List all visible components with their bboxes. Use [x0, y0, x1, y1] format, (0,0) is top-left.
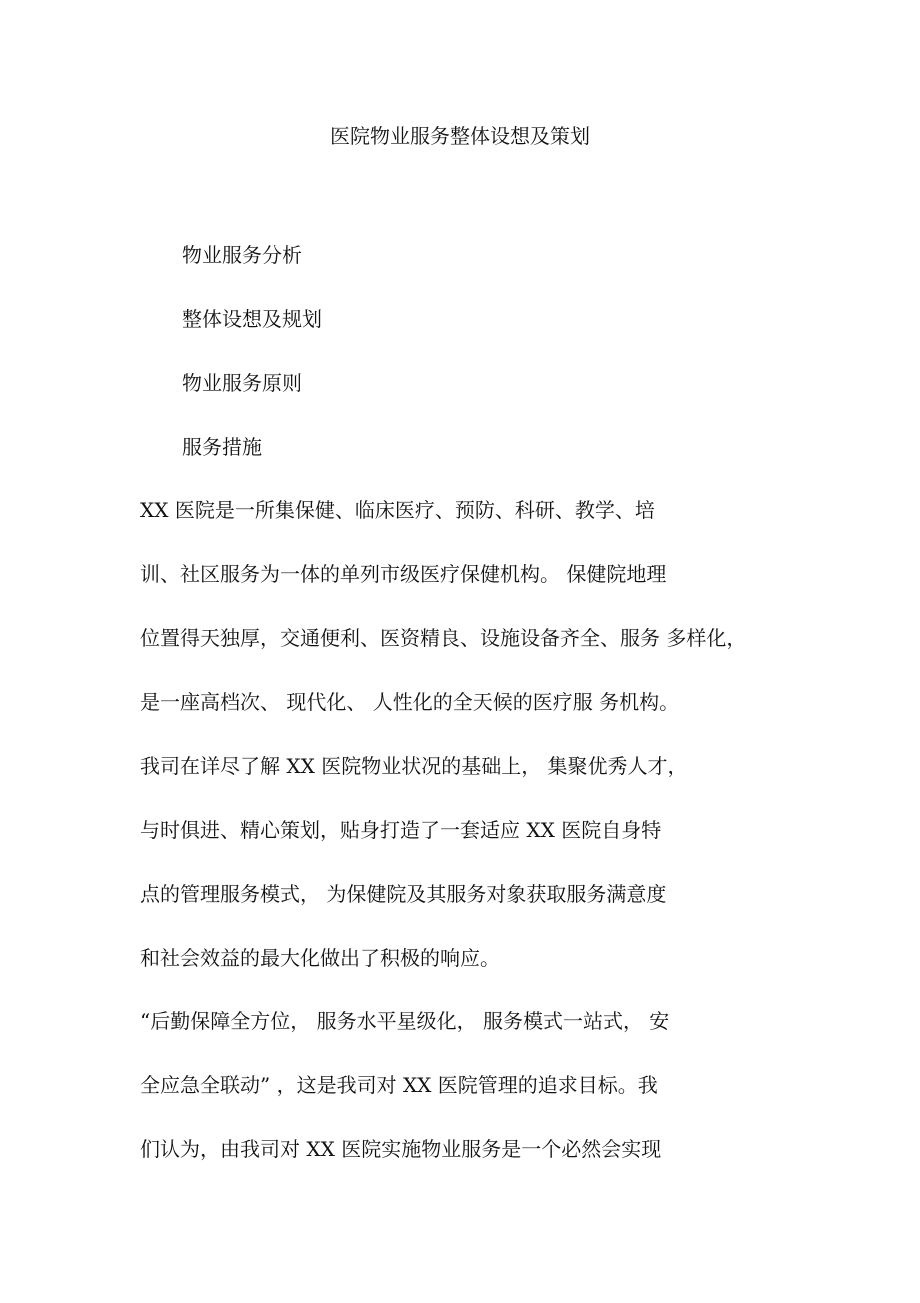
- document-title: 医院物业服务整体设想及策划: [330, 124, 590, 148]
- toc-item-property-service-analysis: 物业服务分析: [182, 243, 302, 267]
- paragraph-3-line-3: 们认为，由我司对 XX 医院实施物业服务是一个必然会实现: [140, 1137, 662, 1161]
- paragraph-3-line-2: 全应急全联动” ，这是我司对 XX 医院管理的追求目标。我: [140, 1073, 658, 1097]
- paragraph-2-line-4: 和社会效益的最大化做出了积极的响应。: [140, 946, 500, 970]
- paragraph-1-line-2: 训、社区服务为一体的单列市级医疗保健机构。 保健院地理: [140, 562, 667, 586]
- paragraph-2-line-3: 点的管理服务模式， 为保健院及其服务对象获取服务满意度: [140, 882, 667, 906]
- toc-item-service-principles: 物业服务原则: [182, 371, 302, 395]
- paragraph-1-line-3: 位置得天独厚，交通便利、医资精良、设施设备齐全、服务 多样化，: [140, 626, 747, 650]
- toc-item-overall-plan: 整体设想及规划: [182, 307, 322, 331]
- paragraph-1-line-4: 是一座高档次、 现代化、 人性化的全天候的医疗服 务机构。: [140, 690, 680, 714]
- toc-item-service-measures: 服务措施: [182, 435, 262, 459]
- paragraph-1-line-1: XX 医院是一所集保健、临床医疗、预防、科研、教学、培: [140, 498, 655, 522]
- paragraph-2-line-2: 与时俱进、精心策划，贴身打造了一套适应 XX 医院自身特: [140, 818, 662, 842]
- paragraph-3-line-1: “后勤保障全方位， 服务水平星级化， 服务模式一站式， 安: [140, 1009, 670, 1033]
- paragraph-2-line-1: 我司在详尽了解 XX 医院物业状况的基础上， 集聚优秀人才，: [140, 754, 688, 778]
